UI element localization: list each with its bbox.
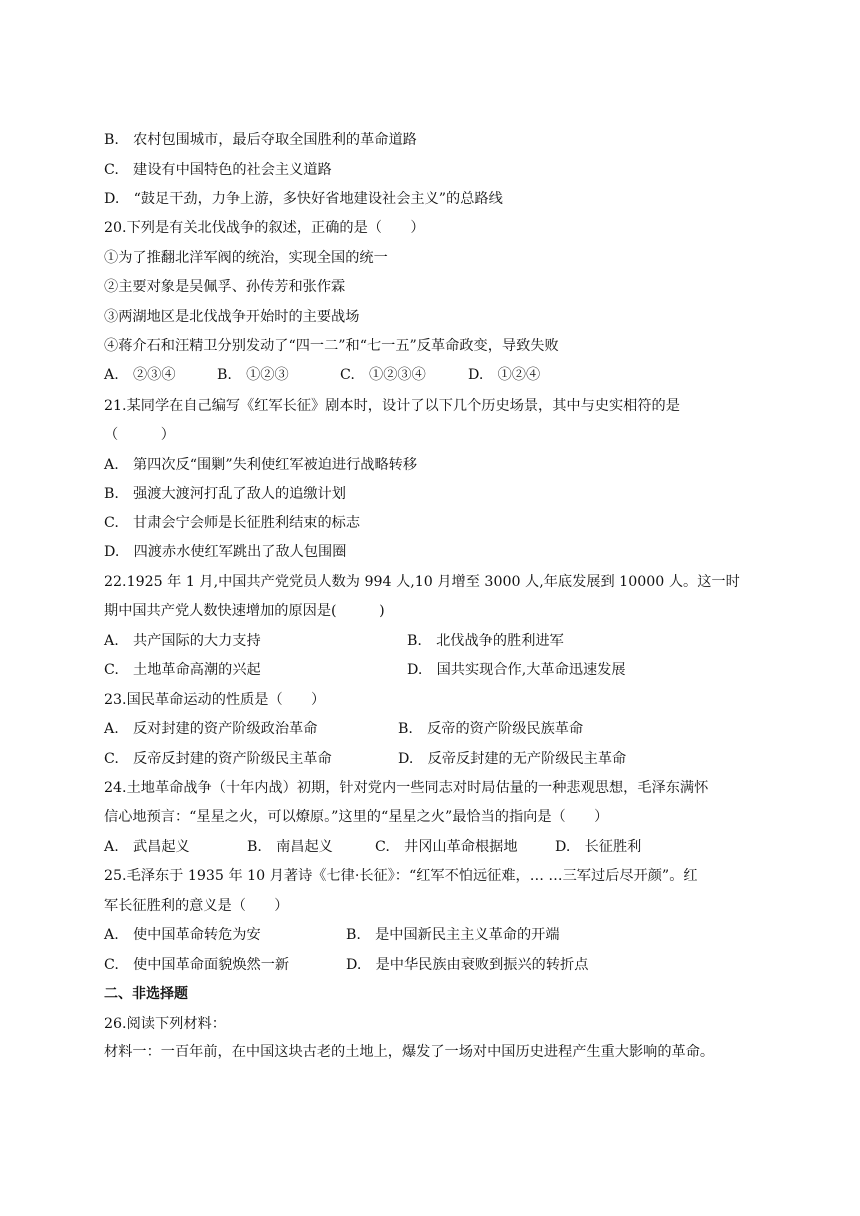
q22-stem-line2: 期中国共产党人数快速增加的原因是( ) [104,603,385,619]
section-heading: 二、非选择题 [104,986,188,1002]
q25-stem-line2: 军长征胜利的意义是（ ） [104,898,289,914]
q22-stem-line1: 22.1925 年 1 月,中国共产党党员人数为 994 人,10 月增至 3000 人,年底发展到 10000 人。这一时 [104,574,740,590]
q23-option-c: C. 反帝反封建的资产阶级民主革命 [104,751,332,767]
q20-option-b: B. ①②③ [217,367,289,383]
q21-stem-line1: 21.某同学在自己编写《红军长征》剧本时，设计了以下几个历史场景，其中与史实相符的是 [104,398,680,414]
q24-stem-line1: 24.土地革命战争（十年内战）初期，针对党内一些同志对时局估量的一种悲观思想，毛泽东满怀 [104,780,709,796]
q24-option-b: B. 南昌起义 [247,839,333,855]
q22-option-a: A. 共产国际的大力支持 [104,633,261,649]
q20-statement-4: ④蒋介石和汪精卫分别发动了“四一二”和“七一五”反革命政变，导致失败 [104,338,559,354]
q22-option-c: C. 土地革命高潮的兴起 [104,662,261,678]
q26-stem: 26.阅读下列材料： [104,1016,226,1032]
q21-option-c: C. 甘肃会宁会师是长征胜利结束的标志 [104,515,361,531]
q25-option-d: D. 是中华民族由衰败到振兴的转折点 [346,957,589,973]
q21-option-d: D. 四渡赤水使红军跳出了敌人包围圈 [104,544,347,560]
q23-stem: 23.国民革命运动的性质是（ ） [104,692,326,708]
q20-statement-1: ①为了推翻北洋军阀的统治，实现全国的统一 [104,250,388,266]
q24-option-c: C. 井冈山革命根据地 [375,839,518,855]
q20-statement-3: ③两湖地区是北伐战争开始时的主要战场 [104,309,360,325]
q25-option-c: C. 使中国革命面貌焕然一新 [104,957,290,973]
q21-option-a: A. 第四次反“围剿”失利使红军被迫进行战略转移 [104,457,418,473]
q25-option-a: A. 使中国革命转危为安 [104,927,261,943]
q19-option-b: B. 农村包围城市，最后夺取全国胜利的革命道路 [104,132,417,148]
q22-option-d: D. 国共实现合作,大革命迅速发展 [407,662,626,678]
q22-option-b: B. 北伐战争的胜利进军 [407,633,564,649]
q24-option-a: A. 武昌起义 [104,839,190,855]
q25-option-b: B. 是中国新民主主义革命的开端 [346,927,560,943]
q21-option-b: B. 强渡大渡河打乱了敌人的追缴计划 [104,486,346,502]
q20-option-d: D. ①②④ [468,367,541,383]
q25-stem-line1: 25.毛泽东于 1935 年 10 月著诗《七律·长征》：“红军不怕远征难，… …三军过后尽开颜”。红 [104,868,698,884]
q20-stem: 20.下列是有关北伐战争的叙述，正确的是（ ） [104,220,425,236]
q23-option-d: D. 反帝反封建的无产阶级民主革命 [398,751,627,767]
q20-option-a: A. ②③④ [104,367,176,383]
q24-stem-line2: 信心地预言：“星星之火，可以燎原。”这里的“星星之火”最恰当的指向是（ ） [104,809,609,825]
q20-option-c: C. ①②③④ [340,367,426,383]
q19-option-c: C. 建设有中国特色的社会主义道路 [104,162,332,178]
q23-option-a: A. 反对封建的资产阶级政治革命 [104,721,318,737]
q19-option-d: D. “鼓足干劲，力争上游，多快好省地建设社会主义”的总路线 [104,191,503,207]
q26-material-1: 材料一：一百年前，在中国这块古老的土地上，爆发了一场对中国历史进程产生重大影响的革命。 [104,1044,715,1060]
q24-option-d: D. 长征胜利 [555,839,642,855]
q21-stem-line2: （ ） [104,427,175,443]
q23-option-b: B. 反帝的资产阶级民族革命 [398,721,584,737]
q20-statement-2: ②主要对象是吴佩孚、孙传芳和张作霖 [104,279,346,295]
